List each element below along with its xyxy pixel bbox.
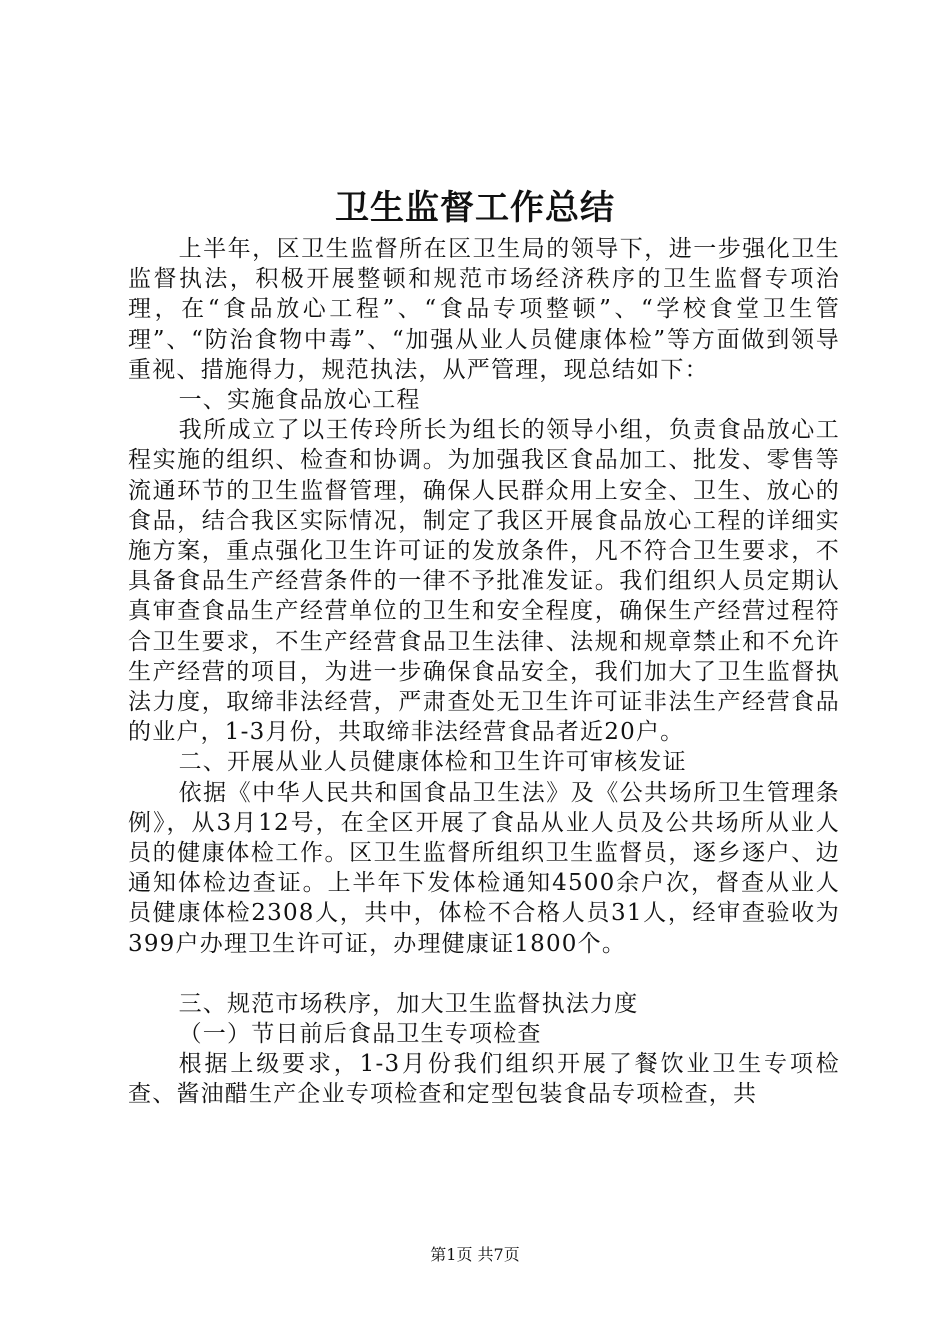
section-1-paragraph: 我所成立了以王传玲所长为组长的领导小组，负责食品放心工程实施的组织、检查和协调。为加强我区食品加工、批发、零售等流通环节的卫生监督管理，确保人民群众用上安全、卫生、放心的食品，结合我区实际情况，制定了我区开展食品放心工程的详细实施方案，重点强化卫生许可证的发放条件，凡不符合卫生要求，不具备食品生产经营条件的一律不予批准发证。我们组织人员定期认真审查食品生产经营单位的卫生和安全程度，确保生产经营过程符合卫生要求，不生产经营食品卫生法律、法规和规章禁止和不允许生产经营的项目，为进一步确保食品安全，我们加大了卫生监督执法力度，取缔非法经营，严肃查处无卫生许可证非法生产经营食品的业户，1-3月份，共取缔非法经营食品者近20户。 — [128, 417, 840, 746]
document-title: 卫生监督工作总结 — [335, 188, 615, 228]
section-heading-1: 一、实施食品放心工程 — [178, 387, 421, 414]
subsection-heading-1: （一）节日前后食品卫生专项检查 — [178, 1021, 542, 1048]
page-footer: 第1页 共7页 — [430, 1245, 520, 1264]
intro-paragraph: 上半年，区卫生监督所在区卫生局的领导下，进一步强化卫生监督执法，积极开展整顿和规范市场经济秩序的卫生监督专项治理，在“食品放心工程”、“食品专项整顿”、“学校食堂卫生管理”、“防治食物中毒”、“加强从业人员健康体检”等方面做到领导重视、措施得力，规范执法，从严管理，现总结如下： — [128, 236, 840, 383]
section-heading-2: 二、开展从业人员健康体检和卫生许可审核发证 — [178, 749, 687, 776]
document-body — [128, 234, 840, 1110]
section-2-paragraph: 依据《中华人民共和国食品卫生法》及《公共场所卫生管理条例》，从3月12号，在全区开展了食品从业人员及公共场所从业人员的健康体检工作。区卫生监督所组织卫生监督员，逐乡逐户、边通知体检边查证。上半年下发体检通知4500余户次，督查从业人员健康体检2308人，共中，体检不合格人员31人，经审查验收为399户办理卫生许可证，办理健康证1800个。 — [128, 779, 840, 957]
section-heading-3: 三、规范市场秩序，加大卫生监督执法力度 — [178, 990, 639, 1017]
subsection-1-paragraph: 根据上级要求，1-3月份我们组织开展了餐饮业卫生专项检查、酱油醋生产企业专项检查和定型包装食品专项检查，共 — [128, 1051, 840, 1108]
